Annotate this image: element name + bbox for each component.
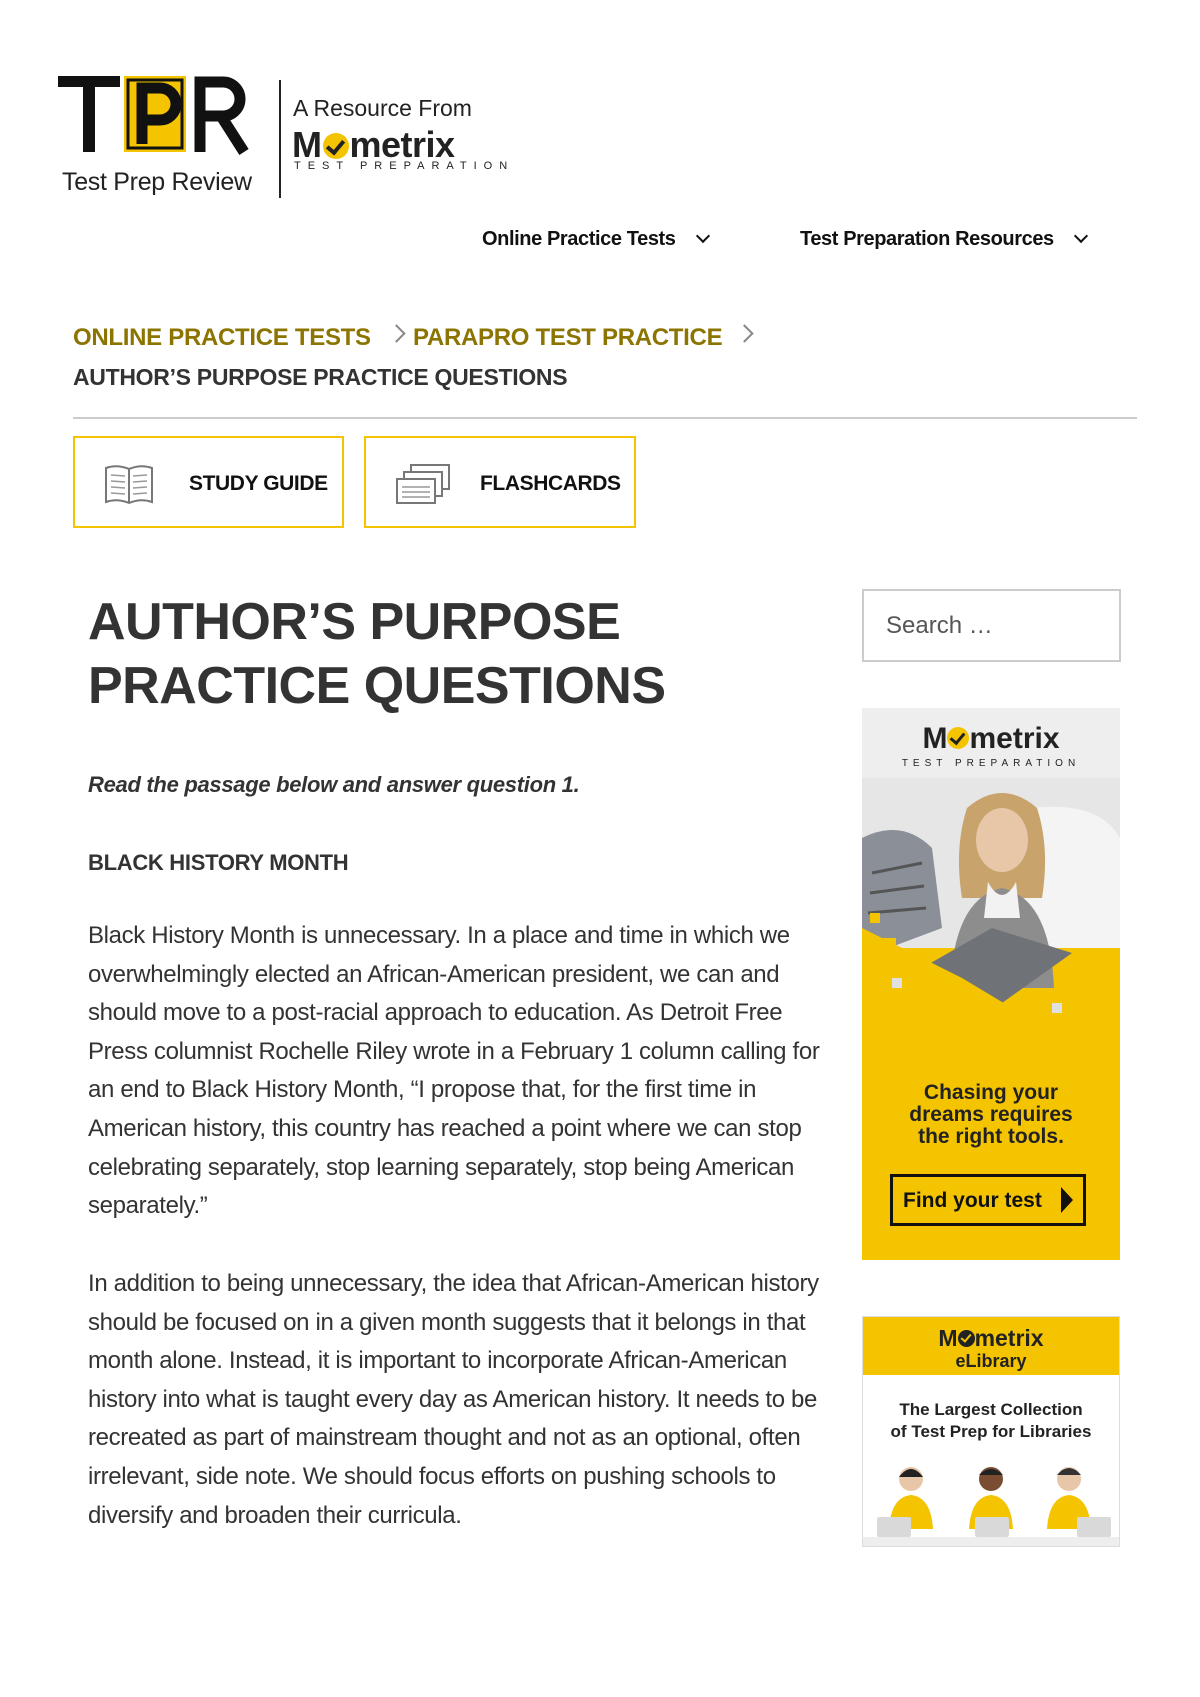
ad-mometrix-logo [862, 722, 1120, 756]
checkmark-o-icon [958, 1330, 975, 1347]
passage-title: BLACK HISTORY MONTH [88, 850, 349, 875]
logo-tagline: Test Prep Review [62, 168, 252, 196]
passage-instructions: Read the passage below and answer question 1. [88, 772, 580, 797]
nav-test-preparation-resources[interactable] [800, 228, 1086, 251]
logo-divider [279, 80, 281, 198]
ad-tagline [862, 1082, 1120, 1148]
study-guide-button[interactable] [73, 436, 344, 528]
ad-subtitle: TEST PREPARATION [901, 758, 1081, 769]
ad-text-line: The Largest Collection [899, 1400, 1083, 1419]
passage-paragraph: In addition to being unnecessary, the idea that African-American history should be focused on in a given month suggests that it belongs in that month alone. Instead, it is important to incorporate African-American history into what is taught every day as American history. It needs to be recreated as part of mainstream thought and not as an optional, often irrelevant, side note. We should focus efforts on pushing schools to diversify and broaden their curricula. [88, 1270, 819, 1529]
mometrix-logo-m: M [292, 124, 322, 165]
chevron-down-icon [1074, 229, 1088, 243]
ad-brand-rest: metrix [969, 722, 1060, 755]
divider [73, 417, 1137, 419]
tpr-logo[interactable] [58, 72, 268, 200]
flashcards-label: FLASHCARDS [480, 472, 621, 495]
ad-elibrary-text [863, 1399, 1119, 1443]
play-arrow-icon [1061, 1187, 1073, 1213]
ad-mometrix-logo [863, 1325, 1119, 1352]
tpr-logo-mark [58, 72, 268, 162]
ad-elibrary-subtitle: eLibrary [955, 1351, 1027, 1371]
find-your-test-label: Find your test [903, 1189, 1042, 1212]
test-preparation-text: TEST PREPARATION [294, 160, 515, 172]
find-your-test-button[interactable] [890, 1174, 1086, 1226]
mometrix-test-prep-ad[interactable] [862, 708, 1120, 1260]
nav-label: Test Preparation Resources [800, 228, 1054, 250]
ad-tagline-line: dreams requires [909, 1103, 1073, 1126]
ad-brand-rest: metrix [974, 1325, 1044, 1351]
ad-tagline-line: the right tools. [918, 1125, 1064, 1148]
passage-paragraph: Black History Month is unnecessary. In a place and time in which we overwhelmingly elected an African-American president, we can and should move to a post-racial approach to education. As Detroit Free Press columnist Rochelle Riley wrote in a February 1 column calling for an end to Black History Month, “I propose that, for the first time in American history, this country has reached a point where we can stop celebrating separately, stop learning separately, stop being American separately.” [88, 922, 820, 1220]
ad-text-line: of Test Prep for Libraries [890, 1422, 1092, 1441]
checkmark-o-icon [323, 133, 349, 159]
students-illustration [863, 1457, 1119, 1547]
student-with-laptop-image [862, 778, 1120, 1038]
ad-brand-m: M [922, 722, 948, 755]
book-icon [103, 462, 155, 506]
nav-label: Online Practice Tests [482, 228, 676, 250]
ad-tagline-line: Chasing your [923, 1081, 1059, 1104]
resource-from-text: A Resource From [293, 95, 472, 121]
study-guide-label: STUDY GUIDE [189, 472, 328, 495]
search-input[interactable] [862, 589, 1121, 662]
flashcards-icon [394, 462, 452, 508]
nav-online-practice-tests[interactable] [482, 228, 708, 251]
mometrix-elibrary-ad[interactable] [862, 1316, 1120, 1547]
mometrix-logo-rest: metrix [349, 124, 455, 165]
chevron-right-icon [387, 324, 405, 342]
chevron-down-icon [695, 229, 709, 243]
chevron-right-icon [735, 324, 753, 342]
breadcrumb-online-practice-tests[interactable]: ONLINE PRACTICE TESTS [73, 324, 371, 351]
flashcards-button[interactable] [364, 436, 636, 528]
ad-brand-m: M [938, 1325, 958, 1351]
breadcrumb-current: AUTHOR’S PURPOSE PRACTICE QUESTIONS [73, 364, 568, 390]
breadcrumb-parapro-test-practice[interactable]: PARAPRO TEST PRACTICE [413, 324, 723, 351]
checkmark-o-icon [947, 727, 969, 749]
page-title: AUTHOR’S PURPOSE PRACTICE QUESTIONS [88, 593, 666, 715]
